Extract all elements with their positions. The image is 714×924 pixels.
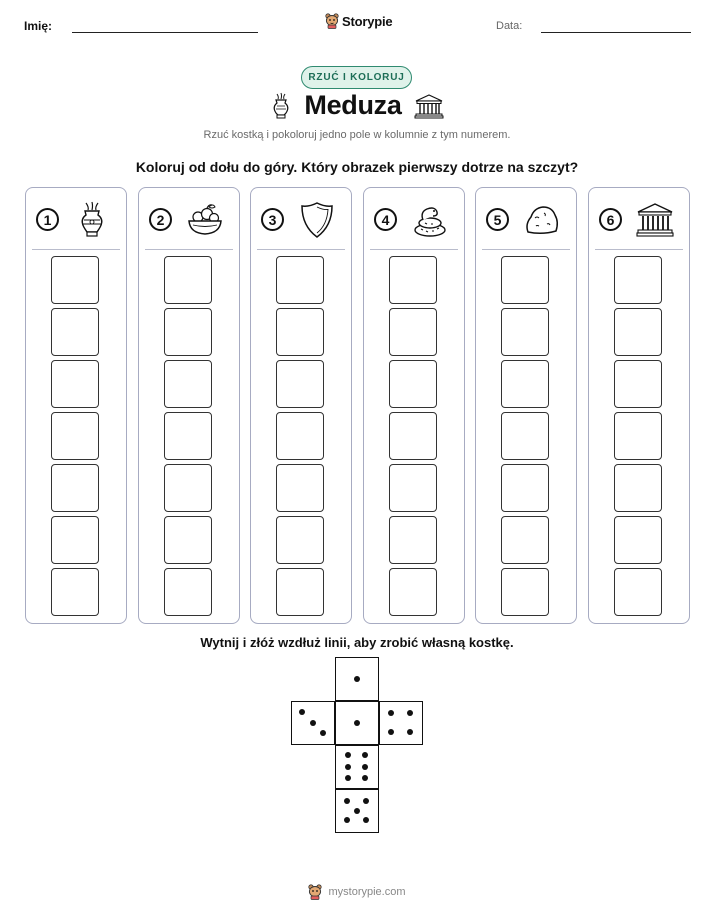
column-divider	[482, 249, 570, 250]
stone-icon	[522, 200, 562, 240]
vase-icon	[270, 92, 292, 120]
color-cell[interactable]	[501, 412, 549, 460]
color-cell[interactable]	[51, 568, 99, 616]
color-cell[interactable]	[164, 308, 212, 356]
color-cell[interactable]	[501, 464, 549, 512]
column-number: 4	[374, 208, 397, 231]
snake-icon	[410, 200, 450, 240]
dice-pip	[354, 676, 360, 682]
column-header	[364, 200, 464, 240]
column-number: 5	[486, 208, 509, 231]
storypie-mascot-icon	[308, 884, 322, 900]
footer-text: mystorypie.com	[328, 886, 406, 898]
vase-icon	[72, 200, 112, 240]
fruit-bowl-icon	[185, 200, 225, 240]
dice-pip	[299, 709, 305, 715]
color-cell[interactable]	[164, 464, 212, 512]
shield-icon	[297, 200, 337, 240]
dice-pip	[320, 730, 326, 736]
color-cell[interactable]	[164, 360, 212, 408]
color-cell[interactable]	[501, 256, 549, 304]
column-2	[138, 187, 240, 624]
subtitle: Rzuć kostką i pokoloruj jedno pole w kolumnie z tym numerem.	[203, 129, 511, 141]
color-cell[interactable]	[389, 464, 437, 512]
color-cell[interactable]	[276, 464, 324, 512]
color-cell[interactable]	[614, 516, 662, 564]
dice-pip	[354, 720, 360, 726]
column-divider	[370, 249, 458, 250]
color-cell[interactable]	[51, 412, 99, 460]
color-cell[interactable]	[501, 308, 549, 356]
color-cell[interactable]	[51, 516, 99, 564]
column-1	[25, 187, 127, 624]
column-number: 6	[599, 208, 622, 231]
dice-face-4	[379, 701, 423, 745]
dice-pip	[310, 720, 316, 726]
color-cell[interactable]	[614, 412, 662, 460]
color-cell[interactable]	[614, 568, 662, 616]
column-5	[475, 187, 577, 624]
color-cell[interactable]	[614, 308, 662, 356]
dice-pip	[362, 752, 368, 758]
color-cell[interactable]	[614, 256, 662, 304]
color-cell[interactable]	[389, 412, 437, 460]
date-label: Data:	[496, 20, 523, 32]
dice-pip	[354, 808, 360, 814]
color-cell[interactable]	[51, 464, 99, 512]
column-6	[588, 187, 690, 624]
color-cell[interactable]	[389, 256, 437, 304]
color-cell[interactable]	[51, 308, 99, 356]
instruction: Koloruj od dołu do góry. Który obrazek pierwszy dotrze na szczyt?	[135, 159, 579, 175]
dice-pip	[344, 798, 350, 804]
activity-badge: RZUĆ I KOLORUJ	[301, 66, 412, 89]
storypie-mascot-icon	[325, 13, 339, 29]
column-header	[589, 200, 689, 240]
column-number: 2	[149, 208, 172, 231]
column-divider	[145, 249, 233, 250]
column-divider	[32, 249, 120, 250]
column-header	[251, 200, 351, 240]
dice-pip	[388, 729, 394, 735]
dice-pip	[363, 798, 369, 804]
color-cell[interactable]	[614, 360, 662, 408]
dice-pip	[345, 775, 351, 781]
column-3	[250, 187, 352, 624]
dice-pip	[362, 764, 368, 770]
column-header	[26, 200, 126, 240]
dice-face-1	[335, 657, 379, 701]
column-number: 3	[261, 208, 284, 231]
color-cell[interactable]	[501, 568, 549, 616]
color-cell[interactable]	[276, 308, 324, 356]
color-cell[interactable]	[164, 568, 212, 616]
page-title: Meduza	[304, 90, 402, 120]
title-row	[0, 90, 714, 121]
column-divider	[257, 249, 345, 250]
date-line	[541, 32, 691, 33]
color-cell[interactable]	[501, 516, 549, 564]
temple-icon	[635, 200, 675, 240]
color-cell[interactable]	[389, 516, 437, 564]
color-cell[interactable]	[51, 256, 99, 304]
logo-text: Storypie	[342, 13, 393, 29]
temple-icon	[414, 93, 444, 119]
column-header	[139, 200, 239, 240]
column-divider	[595, 249, 683, 250]
logo	[325, 13, 392, 29]
column-4	[363, 187, 465, 624]
color-cell[interactable]	[389, 568, 437, 616]
color-cell[interactable]	[389, 360, 437, 408]
column-number: 1	[36, 208, 59, 231]
color-cell[interactable]	[501, 360, 549, 408]
color-cell[interactable]	[164, 516, 212, 564]
dice-pip	[363, 817, 369, 823]
color-cell[interactable]	[614, 464, 662, 512]
footer	[0, 884, 714, 900]
color-cell[interactable]	[276, 360, 324, 408]
dice-face-3	[291, 701, 335, 745]
dice-face-6	[335, 745, 379, 789]
color-cell[interactable]	[51, 360, 99, 408]
dice-pip	[344, 817, 350, 823]
dice-pip	[345, 764, 351, 770]
dice-pip	[388, 710, 394, 716]
dice-face-1	[335, 701, 379, 745]
color-cell[interactable]	[164, 412, 212, 460]
color-cell[interactable]	[276, 256, 324, 304]
dice-pip	[407, 729, 413, 735]
dice-face-5	[335, 789, 379, 833]
color-cell[interactable]	[276, 412, 324, 460]
color-cell[interactable]	[276, 516, 324, 564]
name-label: Imię:	[24, 19, 53, 33]
dice-pip	[407, 710, 413, 716]
column-header	[476, 200, 576, 240]
dice-pip	[362, 775, 368, 781]
dice-pip	[345, 752, 351, 758]
name-line	[72, 32, 258, 33]
color-cell[interactable]	[164, 256, 212, 304]
color-cell[interactable]	[389, 308, 437, 356]
cut-instruction: Wytnij i złóż wzdłuż linii, aby zrobić własną kostkę.	[200, 635, 514, 650]
color-cell[interactable]	[276, 568, 324, 616]
